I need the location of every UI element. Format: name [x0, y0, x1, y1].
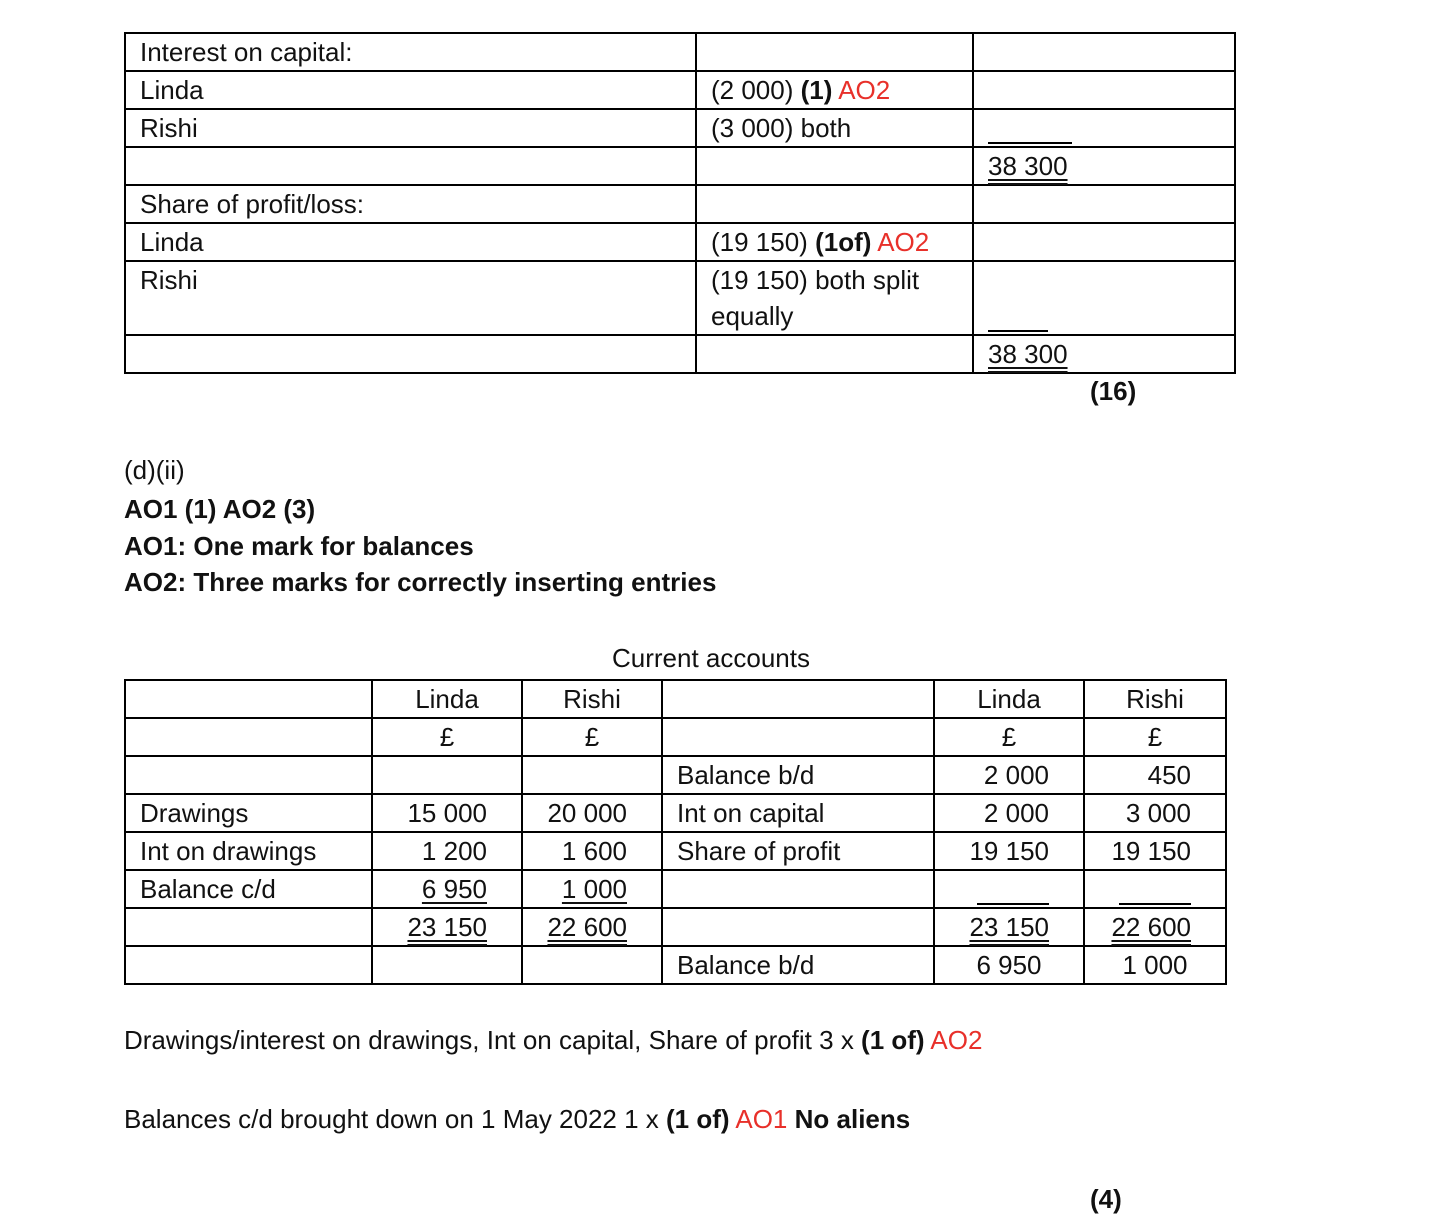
table-cell	[372, 946, 522, 984]
assessment-objective-tag: AO2	[930, 1025, 983, 1055]
table-cell	[125, 185, 696, 223]
table-row	[125, 33, 1235, 71]
cell-text: Balance b/d	[677, 950, 815, 980]
table-cell	[696, 33, 973, 71]
table-cell	[696, 261, 973, 335]
section-label: (d)(ii)	[124, 455, 185, 485]
table-row	[125, 223, 1235, 261]
table-cell	[662, 756, 934, 794]
table-cell	[934, 870, 1084, 908]
table-cell	[522, 794, 662, 832]
appropriation-table	[124, 32, 1236, 374]
table-cell	[1084, 946, 1226, 984]
table-cell	[522, 718, 662, 756]
table-cell	[1084, 680, 1226, 718]
table-cell	[662, 946, 934, 984]
table-cell	[973, 33, 1235, 71]
table-cell	[125, 794, 372, 832]
cell-text: 22 600	[1111, 912, 1191, 942]
table-cell	[973, 223, 1235, 261]
table-cell	[934, 718, 1084, 756]
total-rule	[1119, 903, 1191, 905]
cell-text: 23 150	[969, 912, 1049, 942]
table-cell	[125, 109, 696, 147]
cell-text: 2 000	[983, 760, 1049, 790]
mark-allocation: (1 of)	[861, 1025, 925, 1055]
cell-text: Interest on capital:	[140, 37, 353, 67]
cell-text: 6 950	[976, 950, 1042, 980]
cell-text: Share of profit/loss:	[140, 189, 364, 219]
cell-text: 1 200	[421, 836, 487, 866]
assessment-objective-tag: AO1	[735, 1104, 788, 1134]
table-cell	[934, 908, 1084, 946]
mark-allocation: No aliens	[794, 1104, 911, 1134]
table-cell	[973, 109, 1235, 147]
cell-text: Linda	[415, 684, 479, 714]
table-cell	[662, 832, 934, 870]
mark-allocation: (1)	[800, 75, 833, 105]
table-cell	[522, 832, 662, 870]
table-cell	[934, 680, 1084, 718]
table-cell	[125, 908, 372, 946]
cell-text: 20 000	[547, 798, 627, 828]
cell-text: 38 300	[988, 151, 1068, 181]
assessment-objectives: AO1 (1) AO2 (3)	[124, 494, 316, 524]
cell-text: Linda	[140, 75, 204, 105]
cell-text: 450	[1147, 760, 1191, 790]
cell-text: Share of profit	[677, 836, 841, 866]
cell-text: Int on capital	[677, 798, 825, 828]
cell-text: Rishi	[140, 265, 198, 295]
cell-text: (19 150) both split equally	[711, 265, 920, 331]
table-cell	[372, 718, 522, 756]
table-cell	[522, 908, 662, 946]
cell-text: 2 000	[983, 798, 1049, 828]
cell-text: £	[584, 722, 600, 752]
table-cell	[696, 109, 973, 147]
table-row	[125, 680, 1226, 718]
table-cell	[973, 335, 1235, 373]
table-row	[125, 335, 1235, 373]
cell-text: £	[1001, 722, 1017, 752]
table-cell	[125, 335, 696, 373]
table-cell	[125, 261, 696, 335]
table-cell	[973, 261, 1235, 335]
table-cell	[973, 147, 1235, 185]
table-cell	[125, 147, 696, 185]
table-cell	[1084, 908, 1226, 946]
cell-text: 19 150	[969, 836, 1049, 866]
table-cell	[662, 870, 934, 908]
mark-allocation: (1 of)	[666, 1104, 730, 1134]
table-row	[125, 147, 1235, 185]
cell-text: 3 000	[1125, 798, 1191, 828]
table-cell	[662, 718, 934, 756]
cell-text: 23 150	[407, 912, 487, 942]
assessment-objective-tag: AO2	[877, 227, 930, 257]
cell-text: Balance c/d	[140, 874, 276, 904]
cell-text: Drawings	[140, 798, 249, 828]
cell-text: 38 300	[988, 339, 1068, 369]
table-cell	[372, 680, 522, 718]
cell-text: Linda	[977, 684, 1041, 714]
marking-note-ao2	[124, 1025, 982, 1056]
table-cell	[522, 756, 662, 794]
cell-text: Balance b/d	[677, 760, 815, 790]
table-cell	[372, 870, 522, 908]
table-title: Current accounts	[612, 643, 810, 673]
table-cell	[934, 794, 1084, 832]
table-row	[125, 946, 1226, 984]
table-cell	[372, 756, 522, 794]
table-cell	[662, 794, 934, 832]
table-row	[125, 261, 1235, 335]
cell-text: £	[1147, 722, 1163, 752]
table-row	[125, 185, 1235, 223]
table-cell	[522, 870, 662, 908]
marks-total-16: (16)	[1090, 376, 1137, 406]
table-row	[125, 71, 1235, 109]
marks-total-4: (4)	[1090, 1184, 1122, 1214]
cell-text: Linda	[140, 227, 204, 257]
cell-text: 1 000	[561, 874, 627, 904]
ao1-description: AO1: One mark for balances	[124, 531, 474, 561]
assessment-objective-tag: AO2	[838, 75, 891, 105]
cell-text: (2 000)	[711, 75, 801, 105]
table-row	[125, 870, 1226, 908]
table-cell	[934, 756, 1084, 794]
table-row	[125, 908, 1226, 946]
table-cell	[522, 680, 662, 718]
total-rule	[988, 330, 1048, 332]
table-cell	[372, 794, 522, 832]
cell-text: 19 150	[1111, 836, 1191, 866]
cell-text: (3 000) both	[711, 113, 852, 143]
table-row	[125, 832, 1226, 870]
cell-text: Int on drawings	[140, 836, 317, 866]
table-cell	[1084, 794, 1226, 832]
current-accounts-table	[124, 679, 1227, 985]
cell-text: 15 000	[407, 798, 487, 828]
table-cell	[1084, 756, 1226, 794]
table-row	[125, 756, 1226, 794]
table-cell	[125, 223, 696, 261]
table-cell	[696, 185, 973, 223]
table-cell	[662, 680, 934, 718]
table-cell	[696, 335, 973, 373]
marking-note-ao1	[124, 1104, 910, 1135]
cell-text: 22 600	[547, 912, 627, 942]
table-cell	[125, 718, 372, 756]
cell-text: Rishi	[1126, 684, 1184, 714]
ao2-description: AO2: Three marks for correctly inserting entries	[124, 567, 717, 597]
table-cell	[696, 147, 973, 185]
table-cell	[125, 71, 696, 109]
total-rule	[988, 142, 1072, 144]
table-cell	[1084, 832, 1226, 870]
table-cell	[125, 756, 372, 794]
table-cell	[934, 832, 1084, 870]
table-cell	[973, 185, 1235, 223]
cell-text: Rishi	[563, 684, 621, 714]
cell-text: £	[439, 722, 455, 752]
table-cell	[934, 946, 1084, 984]
table-cell	[522, 946, 662, 984]
mark-allocation: (1of)	[815, 227, 872, 257]
cell-text: Drawings/interest on drawings, Int on capital, Share of profit 3 x	[124, 1025, 862, 1055]
table-cell	[696, 223, 973, 261]
cell-text: Balances c/d brought down on 1 May 2022 1 x	[124, 1104, 667, 1134]
cell-text: 6 950	[421, 874, 487, 904]
table-row	[125, 794, 1226, 832]
table-cell	[125, 832, 372, 870]
table-cell	[973, 71, 1235, 109]
table-cell	[125, 870, 372, 908]
table-cell	[372, 832, 522, 870]
cell-text: 1 000	[1122, 950, 1188, 980]
cell-text: Rishi	[140, 113, 198, 143]
table-cell	[1084, 718, 1226, 756]
cell-text: (19 150)	[711, 227, 816, 257]
total-rule	[977, 903, 1049, 905]
cell-text: 1 600	[561, 836, 627, 866]
table-cell	[662, 908, 934, 946]
cell-text	[787, 1104, 794, 1134]
table-cell	[1084, 870, 1226, 908]
table-row	[125, 718, 1226, 756]
table-cell	[125, 680, 372, 718]
table-cell	[125, 33, 696, 71]
table-row	[125, 109, 1235, 147]
table-cell	[696, 71, 973, 109]
table-cell	[372, 908, 522, 946]
table-cell	[125, 946, 372, 984]
